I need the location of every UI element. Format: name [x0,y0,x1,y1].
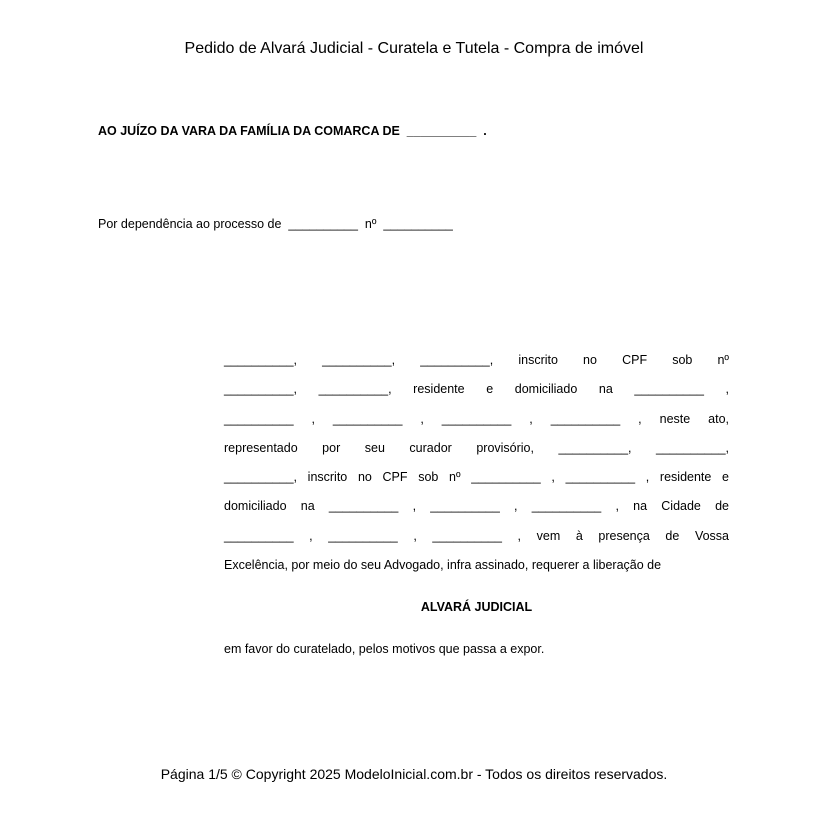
body-line: representado por seu curador provisório, __________, __________, [224,440,729,455]
court-heading: AO JUÍZO DA VARA DA FAMÍLIA DA COMARCA DE __________ . [98,124,487,138]
body-line: domiciliado na __________ , __________ , __________ , na Cidade de [224,499,729,514]
page-footer: Página 1/5 © Copyright 2025 ModeloInicial.com.br - Todos os direitos reservados. [160,766,668,782]
body-line: __________, __________, residente e domiciliado na __________ , [224,382,729,397]
page-title: Pedido de Alvará Judicial - Curatela e Tutela - Compra de imóvel [184,40,644,57]
petition-body [224,350,729,584]
dependency-line: Por dependência ao processo de __________ nº __________ [98,217,453,231]
body-line: __________ , __________ , __________ , vem à presença de Vossa [224,528,729,543]
body-line: __________ , __________ , __________ , __________ , neste ato, [224,411,729,426]
body-line: __________, __________, __________, inscrito no CPF sob nº [224,353,729,367]
alvara-title: ALVARÁ JUDICIAL [420,600,533,614]
closing-line: em favor do curatelado, pelos motivos que passa a expor. [224,642,545,656]
body-line: __________, inscrito no CPF sob nº __________ , __________ , residente e [224,470,729,485]
body-line: Excelência, por meio do seu Advogado, infra assinado, requerer a liberação de [224,558,662,573]
